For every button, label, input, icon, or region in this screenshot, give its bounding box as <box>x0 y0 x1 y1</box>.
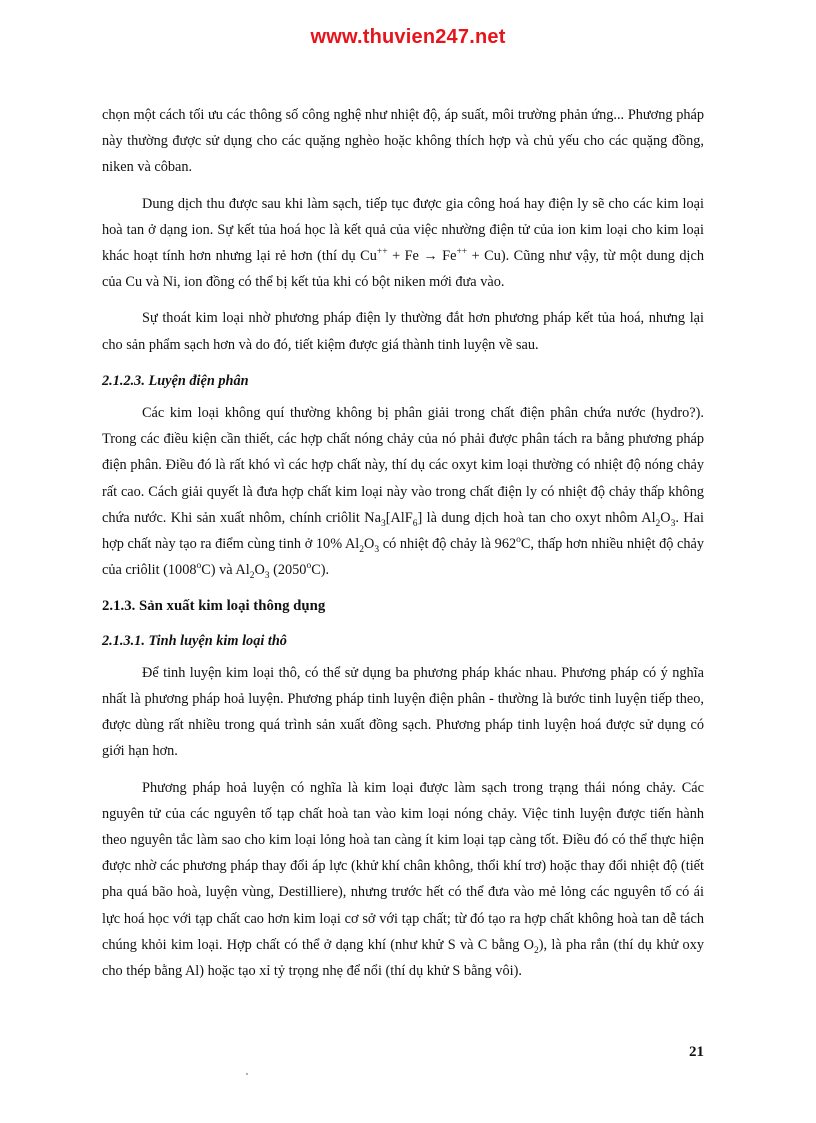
paragraph-chemical-precipitation: Dung dịch thu được sau khi làm sạch, tiếp tục được gia công hoá hay điện ly sẽ cho các kim loại hoà tan ở dạng ion. Sự kết tủa hoá học là kết quả của việc nhường điện tử của ion kim loại cho kim loại khác hoạt tính hơn nhưng lại rẻ hơn (thí dụ Cu++ + Fe → Fe++ + Cu). Cũng như vậy, từ một dung dịch của Cu và Ni, ion đồng có thể bị kết tủa khi có bột niken mới đưa vào. <box>102 195 704 291</box>
paragraph-electrolysis-cost: Sự thoát kim loại nhờ phương pháp điện ly thường đắt hơn phương pháp kết tủa hoá, nhưng lại cho sản phẩm sạch hơn và do đó, tiết kiệm được giá thành tinh luyện về sau. <box>102 310 704 353</box>
paragraph-refining-methods: Để tinh luyện kim loại thô, có thể sử dụng ba phương pháp khác nhau. Phương pháp có ý nghĩa nhất là phương pháp hoả luyện. Phương pháp tinh luyện điện phân - thường là bước tinh luyện tiếp theo, được dùng rất nhiều trong quá trình sản xuất đồng sạch. Phương pháp tinh luyện hoá được sử dụng có giới hạn hơn. <box>102 664 704 760</box>
paragraph-continuation: chọn một cách tối ưu các thông số công nghệ như nhiệt độ, áp suất, môi trường phản ứng... Phương pháp này thường được sử dụng cho các quặng nghèo hoặc không thích hợp và chủ yếu cho các quặng đồng, niken và côban. <box>102 107 704 176</box>
section-heading-2-1-3-1: 2.1.3.1. Tinh luyện kim loại thô <box>102 632 287 649</box>
scan-speck <box>246 1073 248 1075</box>
section-heading-2-1-3: 2.1.3. Sản xuất kim loại thông dụng <box>102 598 326 615</box>
paragraph-electrolytic-refining: Các kim loại không quí thường không bị phân giải trong chất điện phân chứa nước (hydro?). Trong các điều kiện cần thiết, các hợp chất nóng chảy của nó phải được phân tách ra bằng phương pháp điện phân. Điều đó là rất khó vì các hợp chất này, thí dụ các oxyt kim loại thường có nhiệt độ nóng chảy rất cao. Cách giải quyết là đưa hợp chất kim loại này vào trong chất điện ly có nhiệt độ chảy thấp không chứa nước. Khi sản xuất nhôm, chính criôlit $Na_3[AlF_6]$ là dung dịch hoà tan cho oxyt nhôm $Al_2O_3$. Hai hợp chất này tạo ra điểm cùng tinh ở 10% $Al_2O_3$ có nhiệt độ chảy là 962$^o$C, thấp hơn nhiều nhiệt độ chảy của criôlit (1008$^o$C) và $Al_2O_3$ (2050$^o$C). <box>102 405 705 582</box>
page-body <box>102 102 704 992</box>
paragraph-pyrometallurgy: Phương pháp hoả luyện có nghĩa là kim loại được làm sạch trong trạng thái nóng chảy. Các nguyên tử của các nguyên tố tạp chất hoà tan vào kim loại nóng chảy. Việc tinh luyện được tiến hành theo nguyên tắc làm sao cho kim loại lỏng hoà tan càng ít kim loại tạp càng tốt. Điều đó có thể thực hiện được nhờ các phương pháp thay đổi áp lực (khử khí chân không, thổi khí trơ) hoặc thay đổi nhiệt độ (tiết pha quá bão hoà, luyện vùng, Destilliere), nhưng trước hết có thể đưa vào mẻ lỏng các nguyên tố có ái lực hoá học với tạp chất cao hơn kim loại cơ sở với tạp chất; từ đó tạo ra hợp chất không hoà tan dễ tách chúng khỏi kim loại. Hợp chất có thể ở dạng khí (như khử S và C bằng $O_2$), là pha rắn (thí dụ khử oxy cho thép bằng Al) hoặc tạo xỉ tỷ trọng nhẹ để nổi (thí dụ khử S bằng vôi). <box>102 779 705 980</box>
page-number: 21 <box>689 1044 704 1060</box>
section-heading-2-1-2-3: 2.1.2.3. Luyện điện phân <box>102 372 249 389</box>
site-watermark: www.thuvien247.net <box>310 26 506 48</box>
